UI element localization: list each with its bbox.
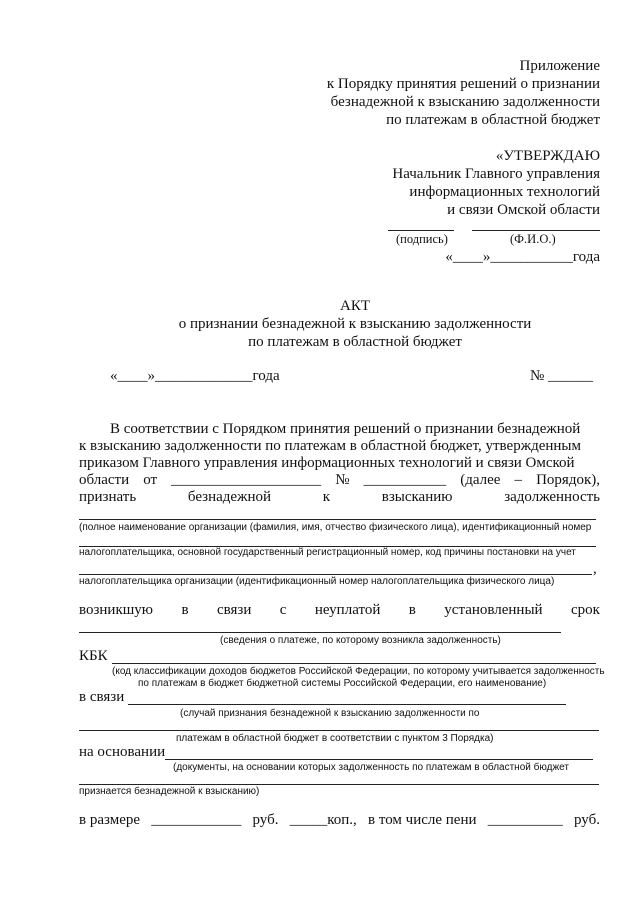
kbk-line [112,663,596,664]
rub-unit: руб. [574,812,600,828]
approval-title: «УТВЕРЖДАЮ [495,148,600,164]
appendix-line-2: к Порядку принятия решений о признании [326,76,600,92]
appendix-line-3: безнадежной к взысканию задолженности [330,94,600,110]
penalty-label: в том числе пени [368,812,477,828]
kbk-hint-2: по платежам в бюджет бюджетной системы Российской Федерации, его наименование) [138,678,547,689]
payment-line [79,632,561,633]
org-comma: , [593,561,597,577]
appendix-title: Приложение [519,58,600,74]
docs-line-1 [165,759,593,760]
body-word: от [143,472,158,488]
rub-unit: руб. [252,812,279,828]
body-word: – [514,472,523,488]
body-word: взысканию [381,489,453,505]
act-subtitle-2: по платежам в областной бюджет [248,334,462,350]
amount-rub-blank: ____________ [151,812,242,828]
kbk-label: КБК [79,648,108,664]
body-word: (далее [460,472,501,488]
body-word: признать [79,489,137,505]
body-word: задолженность [504,489,600,505]
signature-line [388,230,454,231]
body-word: в [181,602,189,618]
case-line-1 [128,704,566,705]
org-hint-1: (полное наименование организации (фамилия, имя, отчество физического лица), идентификационный номер [79,522,592,533]
act-subtitle-1: о признании безнадежной к взысканию задолженности [178,316,532,332]
penalty-blank: __________ [487,812,563,828]
kop-blank: _____коп., [289,812,357,828]
body-line-1: В соответствии с Порядком принятия решений о признании безнадежной [110,421,581,437]
approval-date: «____»___________года [445,249,600,265]
docs-line-2 [79,784,599,785]
body-line-5 [79,488,600,506]
order-date-blank: ____________________ [171,472,322,488]
org-line-3 [79,574,592,575]
act-title: АКТ [340,298,370,314]
body-line-2: к взысканию задолженности по платежам в областной бюджет, утвержденным [79,438,581,454]
org-hint-2: налогоплательщика, основной государственный регистрационный номер, код причины постановки на учет [79,547,576,558]
case-hint-2: платежам в областной бюджет в соответствии с пунктом 3 Порядка) [176,733,494,744]
body-line-3: приказом Главного управления информационных технологий и связи Омской [79,455,575,471]
fio-label: (Ф.И.О.) [510,232,556,246]
approval-line-4: и связи Омской области [447,202,600,218]
order-number-blank: ___________ [363,472,447,488]
kbk-hint-1: (код классификации доходов бюджетов Российской Федерации, по которому учитывается задолженность [112,666,605,677]
in-connection-label: в связи [79,689,125,705]
body-line-4 [79,471,600,489]
body-word: безнадежной [187,489,271,505]
amount-label: в размере [79,812,141,828]
org-line-1 [79,519,596,520]
body-word: области [79,472,130,488]
body-word: возникшую [79,602,154,618]
body-word: срок [571,602,600,618]
org-hint-3: налогоплательщика организации (идентификационный номер налогоплательщика физического лица) [79,576,555,587]
docs-hint-2: признается безнадежной к взысканию) [79,786,260,797]
docs-hint-1: (документы, на основании которых задолженность по платежам в областной бюджет [173,762,569,773]
appendix-line-4: по платежам в областной бюджет [386,112,600,128]
amount-line [79,811,600,829]
body-word: в [408,602,416,618]
signature-label: (подпись) [396,232,448,246]
body-word: установленный [444,602,543,618]
body-word: № [335,472,350,488]
approval-line-2: Начальник Главного управления [392,166,600,182]
arisen-line [79,601,600,619]
payment-hint: (сведения о платеже, по которому возникла задолженность) [220,635,501,646]
body-word: неуплатой [314,602,381,618]
case-line-2 [79,730,599,731]
case-hint-1: (случай признания безнадежной к взысканию задолженности по [180,708,480,719]
act-number: № ______ [530,368,594,384]
body-word: к [322,489,331,505]
approval-line-3: информационных технологий [409,184,600,200]
body-word: с [279,602,287,618]
body-word: Порядок), [536,472,600,488]
act-date: «____»_____________года [110,368,280,384]
fio-line [472,230,600,231]
on-basis-label: на основании [79,744,166,760]
body-word: связи [216,602,252,618]
